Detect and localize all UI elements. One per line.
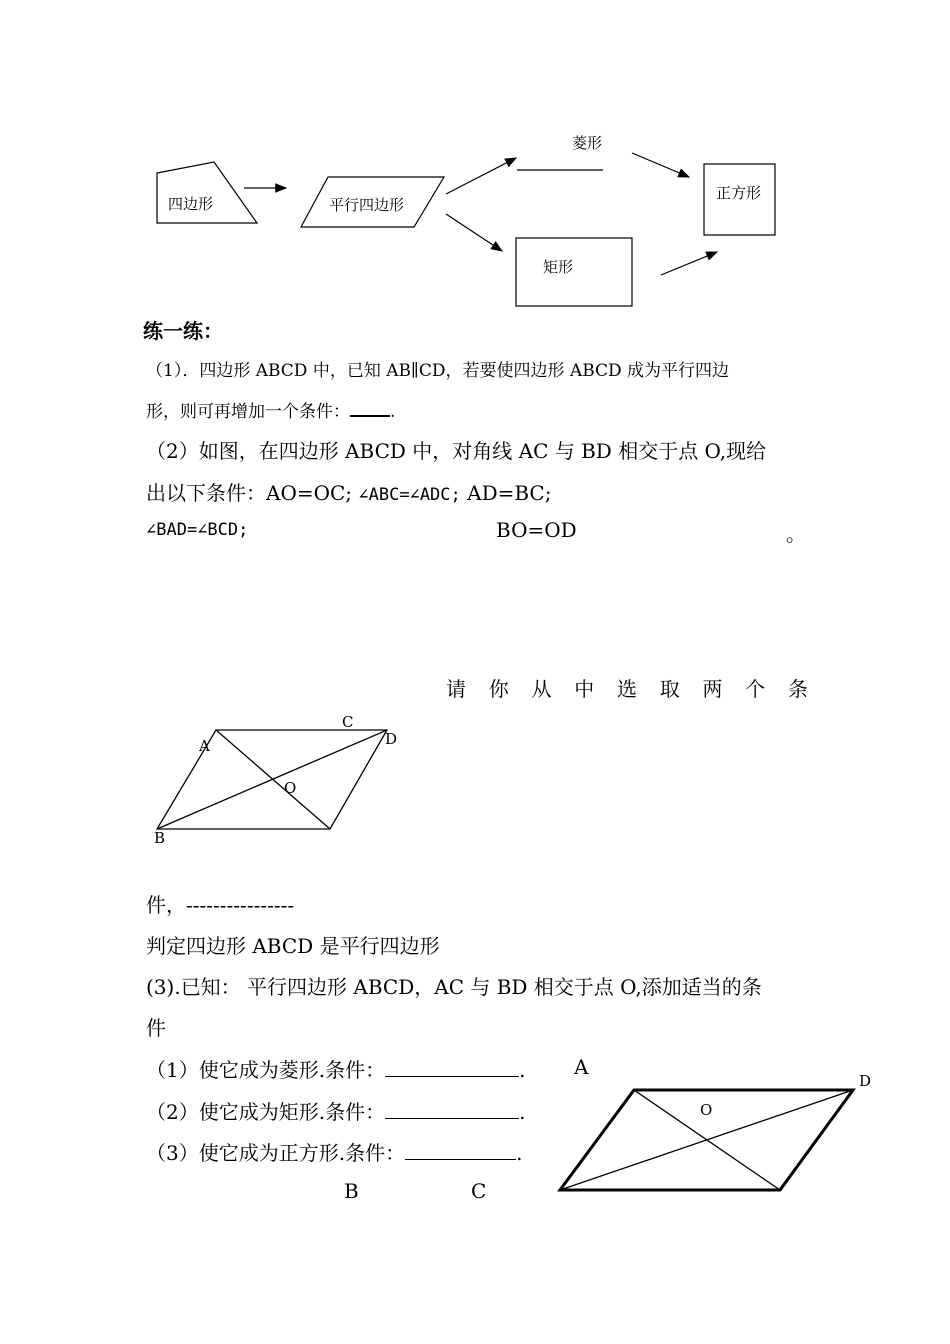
q2-instruction-char: 请 xyxy=(446,677,466,701)
rhombus-label: 菱形 xyxy=(572,134,603,152)
q2-figure xyxy=(157,730,387,829)
q3-label-a: A xyxy=(574,1055,589,1079)
arrow-rectangle-to-square xyxy=(661,252,717,275)
q2-label-a: A xyxy=(199,737,210,755)
q3-label-b: B xyxy=(344,1179,359,1203)
q2-line1: （2）如图，在四边形 ABCD 中，对角线 AC 与 BD 相交于点 O,现给 xyxy=(146,439,767,463)
parallelogram-label: 平行四边形 xyxy=(329,196,405,214)
q2-period: 。 xyxy=(786,522,806,546)
q2-instruction-char: 个 xyxy=(745,677,766,701)
q2-continuation: 件，---------------- xyxy=(146,893,295,917)
q1-line2-end: . xyxy=(390,402,396,422)
q3-item-3 xyxy=(146,1137,522,1166)
arrow-rhombus-to-square xyxy=(632,153,689,177)
arrow-to-rhombus xyxy=(446,158,516,194)
q2-instruction-char: 中 xyxy=(574,677,595,701)
practice-heading: 练一练： xyxy=(143,319,223,343)
q1-line2 xyxy=(146,397,395,422)
q3-item-3-text: （3）使它成为正方形.条件： xyxy=(146,1141,406,1165)
q1-answer-blank[interactable] xyxy=(350,401,390,417)
rectangle-shape xyxy=(516,238,632,306)
q2-angle-abc-adc: ∠ABC=∠ADC; xyxy=(358,485,461,505)
q3-label-c: C xyxy=(471,1179,487,1203)
q1-line1: （1）．四边形 ABCD 中，已知 AB∥CD，若要使四边形 ABCD 成为平行四边 xyxy=(146,361,730,381)
q2-instruction-char: 取 xyxy=(659,677,680,701)
q2-label-d: D xyxy=(385,730,398,748)
q3-item-2-end: . xyxy=(519,1100,526,1124)
q2-angle-bad-bcd: ∠BAD=∠BCD; xyxy=(146,520,249,540)
q3-item-3-blank[interactable] xyxy=(405,1139,516,1160)
q3-item-1-end: . xyxy=(519,1058,526,1082)
q2-label-b: B xyxy=(154,829,166,847)
square-label: 正方形 xyxy=(716,184,762,202)
q2-instruction xyxy=(446,673,808,702)
q3-label-d: D xyxy=(859,1072,872,1090)
q2-label-o: O xyxy=(284,779,297,797)
q2-line2 xyxy=(146,477,551,506)
q3-item-1-blank[interactable] xyxy=(385,1056,519,1077)
q1-line2-text: 形，则可再增加一个条件： xyxy=(146,402,350,422)
q3-item-2-blank[interactable] xyxy=(385,1098,519,1119)
q3-line2: 件 xyxy=(146,1016,166,1040)
q2-instruction-char: 选 xyxy=(617,677,637,701)
q2-line2-end: AD=BC; xyxy=(460,481,552,505)
q2-instruction-char: 两 xyxy=(702,677,723,701)
q3-item-3-end: . xyxy=(516,1141,523,1165)
q3-item-1 xyxy=(146,1054,525,1083)
q2-line2-text: 出以下条件：AO=OC; xyxy=(146,481,359,505)
q3-label-o: O xyxy=(700,1101,713,1119)
rectangle-label: 矩形 xyxy=(543,258,574,276)
q2-label-c: C xyxy=(342,713,354,731)
q3-item-2 xyxy=(146,1096,525,1125)
q3-item-2-text: （2）使它成为矩形.条件： xyxy=(146,1100,386,1124)
q2-instruction-char: 你 xyxy=(488,677,509,701)
q3-item-1-text: （1）使它成为菱形.条件： xyxy=(146,1058,386,1082)
q3-line1: (3).已知： 平行四边形 ABCD，AC 与 BD 相交于点 O,添加适当的条 xyxy=(146,975,762,999)
arrow-to-rectangle xyxy=(446,214,502,251)
q2-instruction-char: 条 xyxy=(788,677,808,701)
q2-instruction-char: 从 xyxy=(531,677,552,701)
quadrilateral-label: 四边形 xyxy=(168,195,214,213)
q2-bo-od: BO=OD xyxy=(496,518,577,542)
q2-conclusion: 判定四边形 ABCD 是平行四边形 xyxy=(146,934,440,958)
